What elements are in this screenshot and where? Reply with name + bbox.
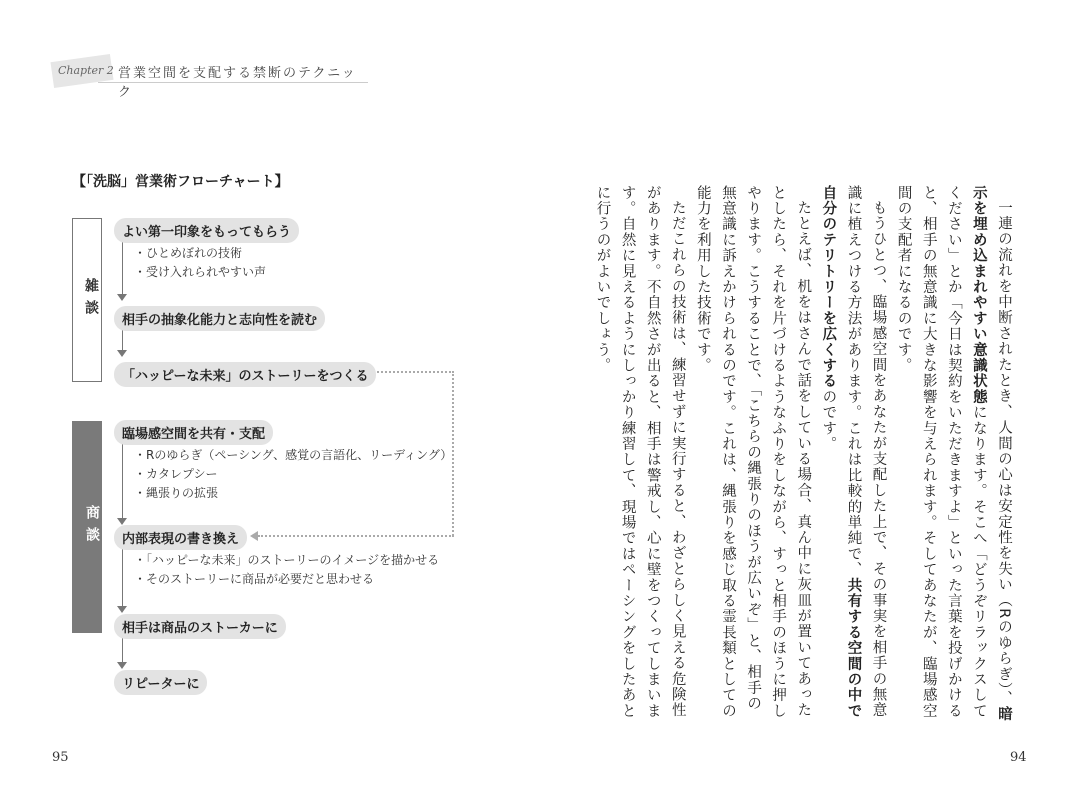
connector-line	[122, 548, 123, 606]
flow-substep: ・受け入れられやすい声	[134, 265, 267, 279]
section-box-negotiation	[72, 421, 102, 633]
flow-substep: ・カタレプシー	[134, 467, 218, 481]
paragraph: ただこれらの技術は、練習せずに実行すると、わざとらしく見える危険性があります。不自然さが出ると、相手は警戒し、心に壁をつくってしまいます。自然に見えるようにしっかり練習して、現場ではペーシングをしたあとに行うのがよいでしょう。	[594, 185, 686, 719]
flow-step: よい第一印象をもってもらう	[114, 218, 299, 243]
dotted-connector	[452, 371, 454, 536]
chapter-label: Chapter 2	[58, 64, 114, 77]
connector-line	[122, 240, 123, 294]
flow-step: 相手は商品のストーカーに	[114, 614, 286, 639]
flow-step: 臨場感空間を共有・支配	[114, 420, 273, 445]
dotted-connector-arrow	[250, 531, 258, 541]
flow-substep: ・縄張りの拡張	[134, 486, 219, 500]
text-run: のです。	[820, 389, 837, 452]
emphasis-text: 暗示を埋め込まれやすい意識状態	[970, 185, 1012, 722]
paragraph: たとえば、机をはさんで話をしている場合、真ん中に灰皿が置いてあったとしたら、それを片づけるようなふりをしながら、すっと相手のほうに押しやります。こうすることで、「こちらの縄張りのほうが広いぞ」と、相手の無意識に訴えかけられるのです。これは、縄張りを感じ取る霊長類としての能力を利用した技術です。	[694, 185, 812, 719]
text-run: 一連の流れを中断されたとき、人間の心は安定性を失い（Rのゆらぎ）、	[996, 199, 1012, 706]
dotted-connector	[258, 535, 454, 537]
connector-arrow	[117, 350, 127, 357]
left-page-number: 95	[52, 750, 69, 765]
flow-step: リピーターに	[114, 670, 207, 695]
flow-substep: ・ひとめぼれの技術	[134, 246, 243, 260]
section-box-chat	[72, 218, 102, 382]
flow-step: 相手の抽象化能力と志向性を読む	[114, 306, 325, 331]
chapter-title: 営業空間を支配する禁断のテクニック	[118, 66, 357, 100]
flow-step: 内部表現の書き換え	[114, 525, 247, 550]
text-run: もうひとつ、臨場感空間をあなたが支配した上で、その事実を相手の無意識に植えつける方法があります。これは比較的単純で、	[845, 185, 887, 718]
header-rule	[98, 82, 368, 83]
paragraph	[815, 185, 890, 725]
flow-substep: ・Rのゆらぎ（ペーシング、感覚の言語化、リーディング）	[134, 448, 453, 462]
paragraph	[891, 185, 1016, 725]
connector-line	[122, 638, 123, 662]
connector-arrow	[117, 294, 127, 301]
flow-substep: ・「ハッピーな未来」のストーリーのイメージを描かせる	[134, 553, 440, 567]
connector-line	[122, 442, 123, 518]
connector-arrow	[117, 606, 127, 613]
body-text	[589, 185, 1016, 725]
flow-substep: ・そのストーリーに商品が必要だと思わせる	[134, 572, 375, 586]
section-label-negotiation: 商談	[84, 505, 100, 549]
flowchart-title: 【「洗脳」営業術フローチャート】	[72, 174, 289, 190]
connector-arrow	[117, 518, 127, 525]
connector-line	[122, 328, 123, 350]
emphasis-text: 共有する空間の中で自分のテリトリーを広くする	[820, 185, 862, 719]
section-label-chat: 雑談	[83, 278, 99, 322]
connector-arrow	[117, 662, 127, 669]
right-page-number: 94	[1010, 750, 1027, 765]
text-run: になります。そこへ「どうぞリラックスしてください」とか「今日は契約をいただきますよ」といった言葉を投げかけると、相手の無意識に大きな影響を与えられます。そしてあなたが、臨場感空間の支配者になるのです。	[895, 185, 987, 719]
flow-step: 「ハッピーな未来」のストーリーをつくる	[114, 362, 376, 387]
running-header	[48, 52, 368, 100]
